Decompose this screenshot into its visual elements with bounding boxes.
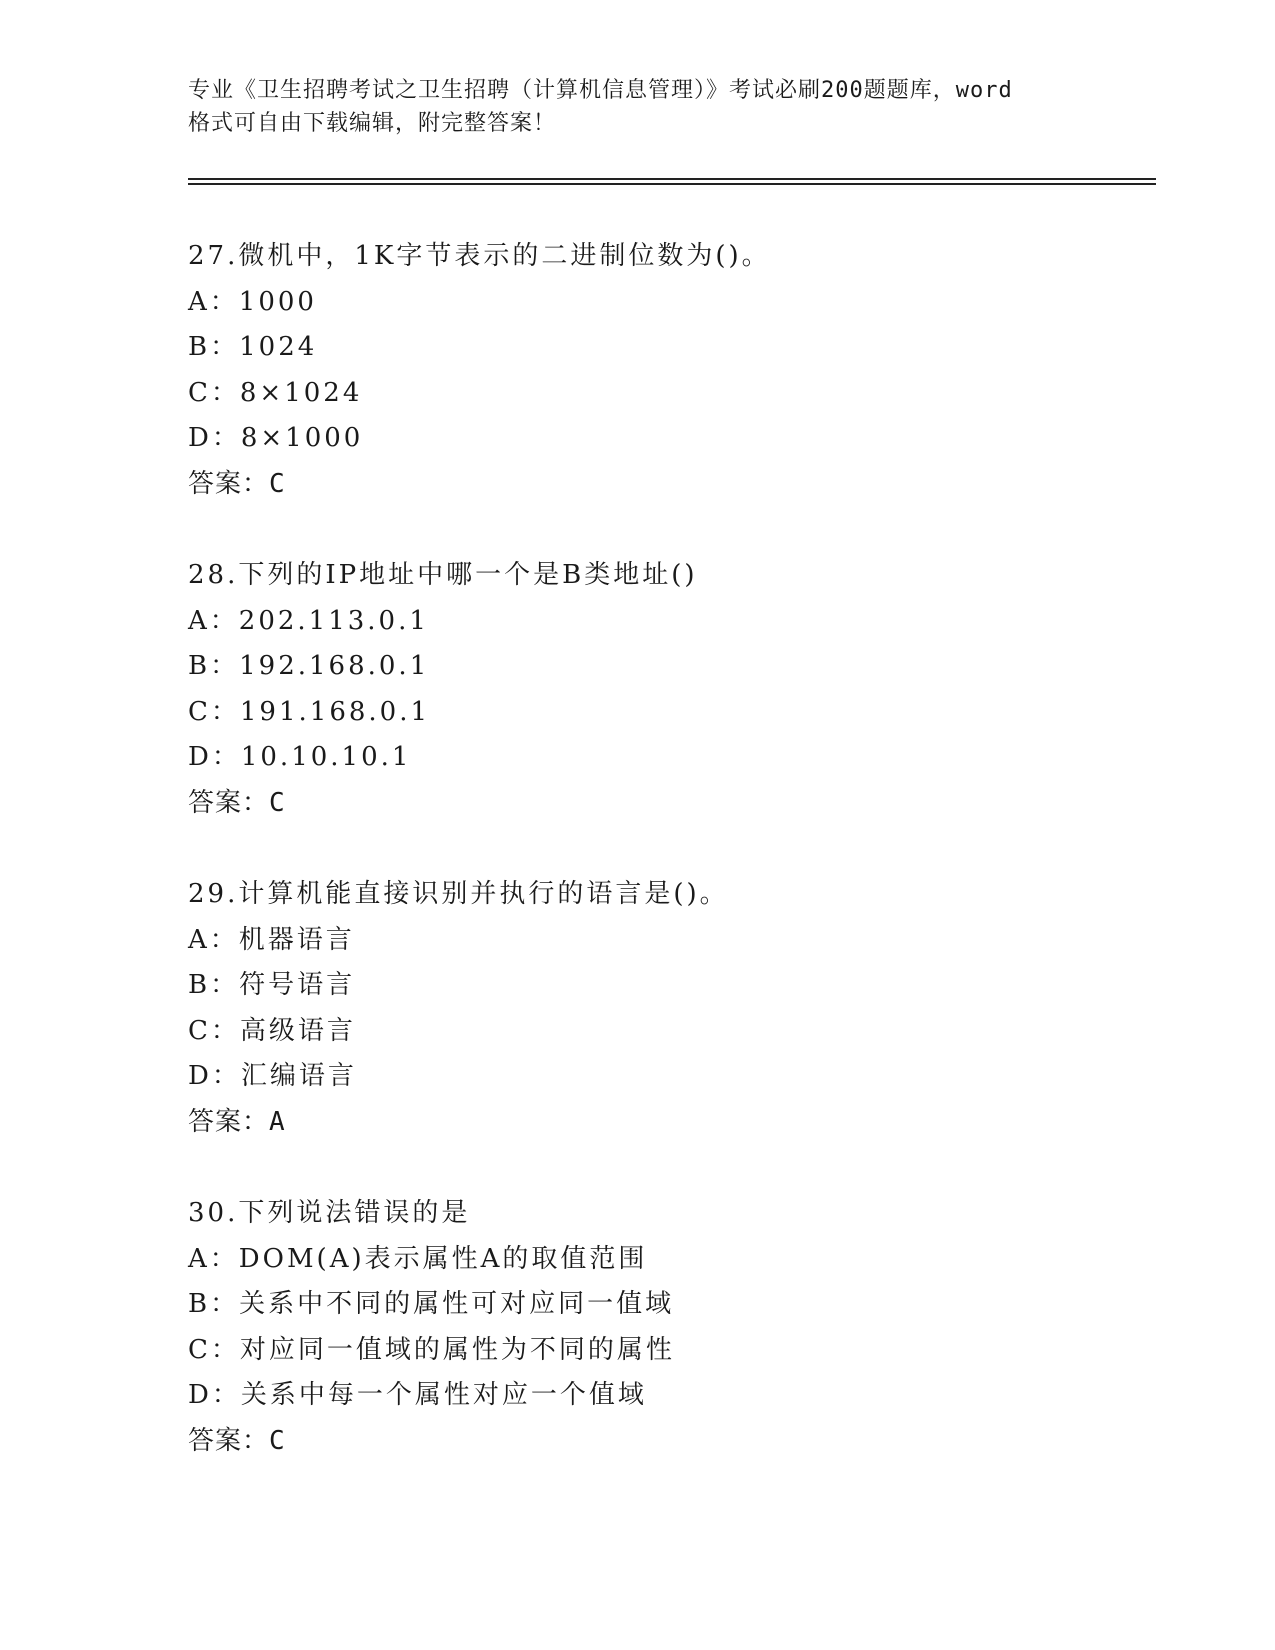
question-stem: 29.计算机能直接识别并执行的语言是()。 [188,879,729,909]
option-b: B：1024 [188,332,318,362]
answer-line: 答案：C [188,468,286,499]
option-b: B：192.168.0.1 [188,651,430,681]
option-d: D：关系中每一个属性对应一个值域 [188,1380,647,1410]
option-b: B：符号语言 [188,970,356,1000]
header-divider-top [188,178,1156,180]
question-stem: 30.下列说法错误的是 [188,1198,471,1228]
option-b: B：关系中不同的属性可对应同一值域 [188,1289,675,1319]
header-title-line-1: 专业《卫生招聘考试之卫生招聘（计算机信息管理）》考试必刷200题题库，word [188,78,1013,103]
option-a: A：202.113.0.1 [188,605,429,636]
answer-line: 答案：A [188,1106,286,1137]
option-a: A：1000 [188,286,317,317]
option-d: D：8×1000 [188,423,364,453]
option-d: D：10.10.10.1 [188,742,412,772]
header-divider-bottom [188,183,1156,185]
question-stem: 28.下列的IP地址中哪一个是B类地址() [188,560,698,590]
question-28 [188,553,1138,826]
option-a: A：机器语言 [188,924,355,955]
answer-line: 答案：C [188,787,286,818]
answer-line: 答案：C [188,1425,286,1456]
option-c: C：高级语言 [188,1015,356,1046]
header-title-line-2: 格式可自由下载编辑，附完整答案！ [188,111,557,136]
question-stem: 27.微机中，1K字节表示的二进制位数为()。 [188,241,771,271]
option-d: D：汇编语言 [188,1061,357,1091]
question-27 [188,234,1138,507]
option-c: C：对应同一值域的属性为不同的属性 [188,1334,675,1365]
question-29 [188,872,1138,1145]
document-header [188,74,1088,140]
option-a: A：DOM(A)表示属性A的取值范围 [188,1243,648,1274]
option-c: C：8×1024 [188,377,363,408]
question-30 [188,1191,1138,1464]
option-c: C：191.168.0.1 [188,696,431,727]
